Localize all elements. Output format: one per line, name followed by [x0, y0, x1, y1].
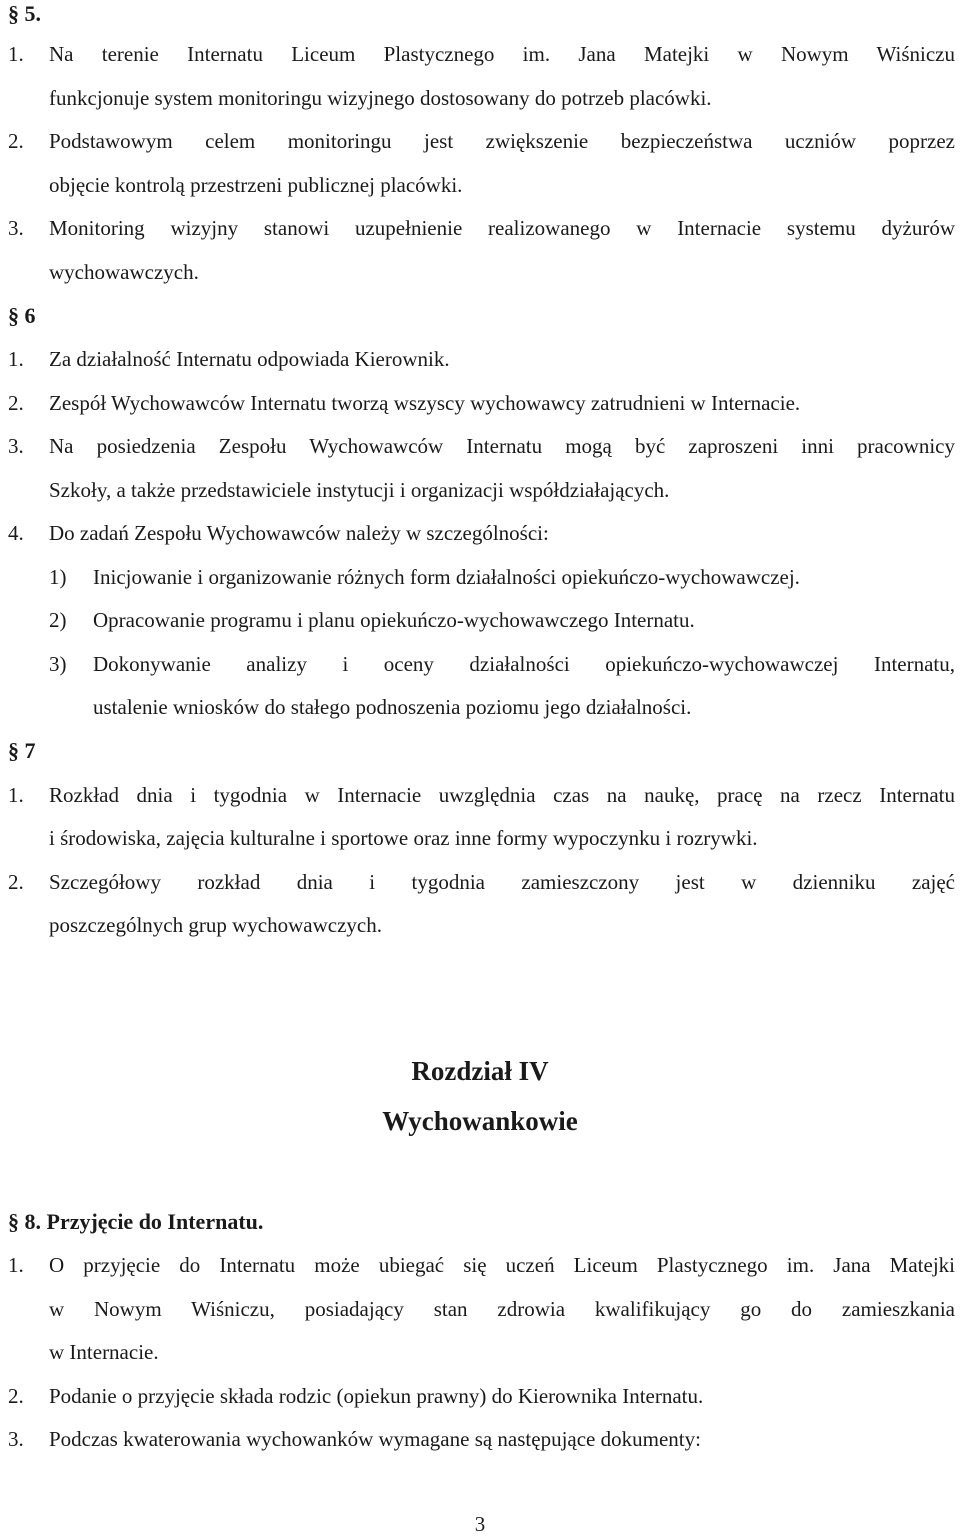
item-text: Podstawowym celem monitoringu jest zwiększenie bezpieczeństwa uczniów poprzez [49, 129, 955, 153]
item-text: Szczegółowy rozkład dnia i tygodnia zamieszczony jest w dzienniku zajęć [49, 870, 955, 894]
item-text: Szkoły, a także przedstawiciele instytucji i organizacji współdziałających. [49, 478, 670, 502]
page-number: 3 [474, 1512, 486, 1536]
chapter-subtitle: Wychowankowie [382, 1106, 578, 1136]
subitem-text: ustalenie wniosków do stałego podnoszenia poziomu jego działalności. [93, 695, 692, 719]
item-number: 1. [8, 1253, 24, 1277]
item-text: wychowawczych. [49, 260, 199, 284]
item-number: 4. [8, 521, 24, 545]
item-number: 1. [8, 42, 24, 66]
item-text: Na terenie Internatu Liceum Plastycznego im. Jana Matejki w Nowym Wiśniczu [49, 42, 955, 66]
item-text: O przyjęcie do Internatu może ubiegać się uczeń Liceum Plastycznego im. Jana Matejki [49, 1253, 955, 1277]
subitem-text: Dokonywanie analizy i oceny działalności opiekuńczo-wychowawczej Internatu, [93, 652, 955, 676]
item-number: 2. [8, 391, 24, 415]
subitem-text: Inicjowanie i organizowanie różnych form działalności opiekuńczo-wychowawczej. [93, 565, 800, 589]
item-number: 2. [8, 129, 24, 153]
subitem-text: Opracowanie programu i planu opiekuńczo-wychowawczego Internatu. [93, 608, 695, 632]
item-text: Na posiedzenia Zespołu Wychowawców Internatu mogą być zaproszeni inni pracownicy [49, 434, 955, 458]
item-text: i środowiska, zajęcia kulturalne i sportowe oraz inne formy wypoczynku i rozrywki. [49, 826, 758, 850]
item-text: Zespół Wychowawców Internatu tworzą wszyscy wychowawcy zatrudnieni w Internacie. [49, 391, 801, 415]
item-number: 1. [8, 783, 24, 807]
section-8-heading: § 8. Przyjęcie do Internatu. [8, 1209, 264, 1234]
item-text: Rozkład dnia i tygodnia w Internacie uwzględnia czas na naukę, pracę na rzecz Internatu [49, 783, 955, 807]
subitem-number: 2) [49, 608, 67, 632]
item-text: w Nowym Wiśniczu, posiadający stan zdrowia kwalifikujący go do zamieszkania [49, 1297, 955, 1321]
item-number: 1. [8, 347, 24, 371]
section-7-heading: § 7 [8, 738, 36, 763]
item-text: Monitoring wizyjny stanowi uzupełnienie realizowanego w Internacie systemu dyżurów [49, 216, 955, 240]
item-text: funkcjonuje system monitoringu wizyjnego dostosowany do potrzeb placówki. [49, 86, 712, 110]
item-number: 3. [8, 1427, 24, 1451]
section-6-heading: § 6 [8, 303, 36, 328]
section-5-heading: § 5. [8, 1, 41, 26]
item-number: 2. [8, 1384, 24, 1408]
item-text: poszczególnych grup wychowawczych. [49, 913, 382, 937]
item-text: Do zadań Zespołu Wychowawców należy w szczególności: [49, 521, 549, 545]
item-number: 3. [8, 434, 24, 458]
item-number: 2. [8, 870, 24, 894]
subitem-number: 3) [49, 652, 67, 676]
subitem-number: 1) [49, 565, 67, 589]
chapter-title: Rozdział IV [411, 1056, 549, 1086]
item-text: w Internacie. [49, 1340, 159, 1364]
item-number: 3. [8, 216, 24, 240]
item-text: Za działalność Internatu odpowiada Kierownik. [49, 347, 450, 371]
item-text: objęcie kontrolą przestrzeni publicznej placówki. [49, 173, 463, 197]
item-text: Podczas kwaterowania wychowanków wymagane są następujące dokumenty: [49, 1427, 701, 1451]
item-text: Podanie o przyjęcie składa rodzic (opiekun prawny) do Kierownika Internatu. [49, 1384, 704, 1408]
